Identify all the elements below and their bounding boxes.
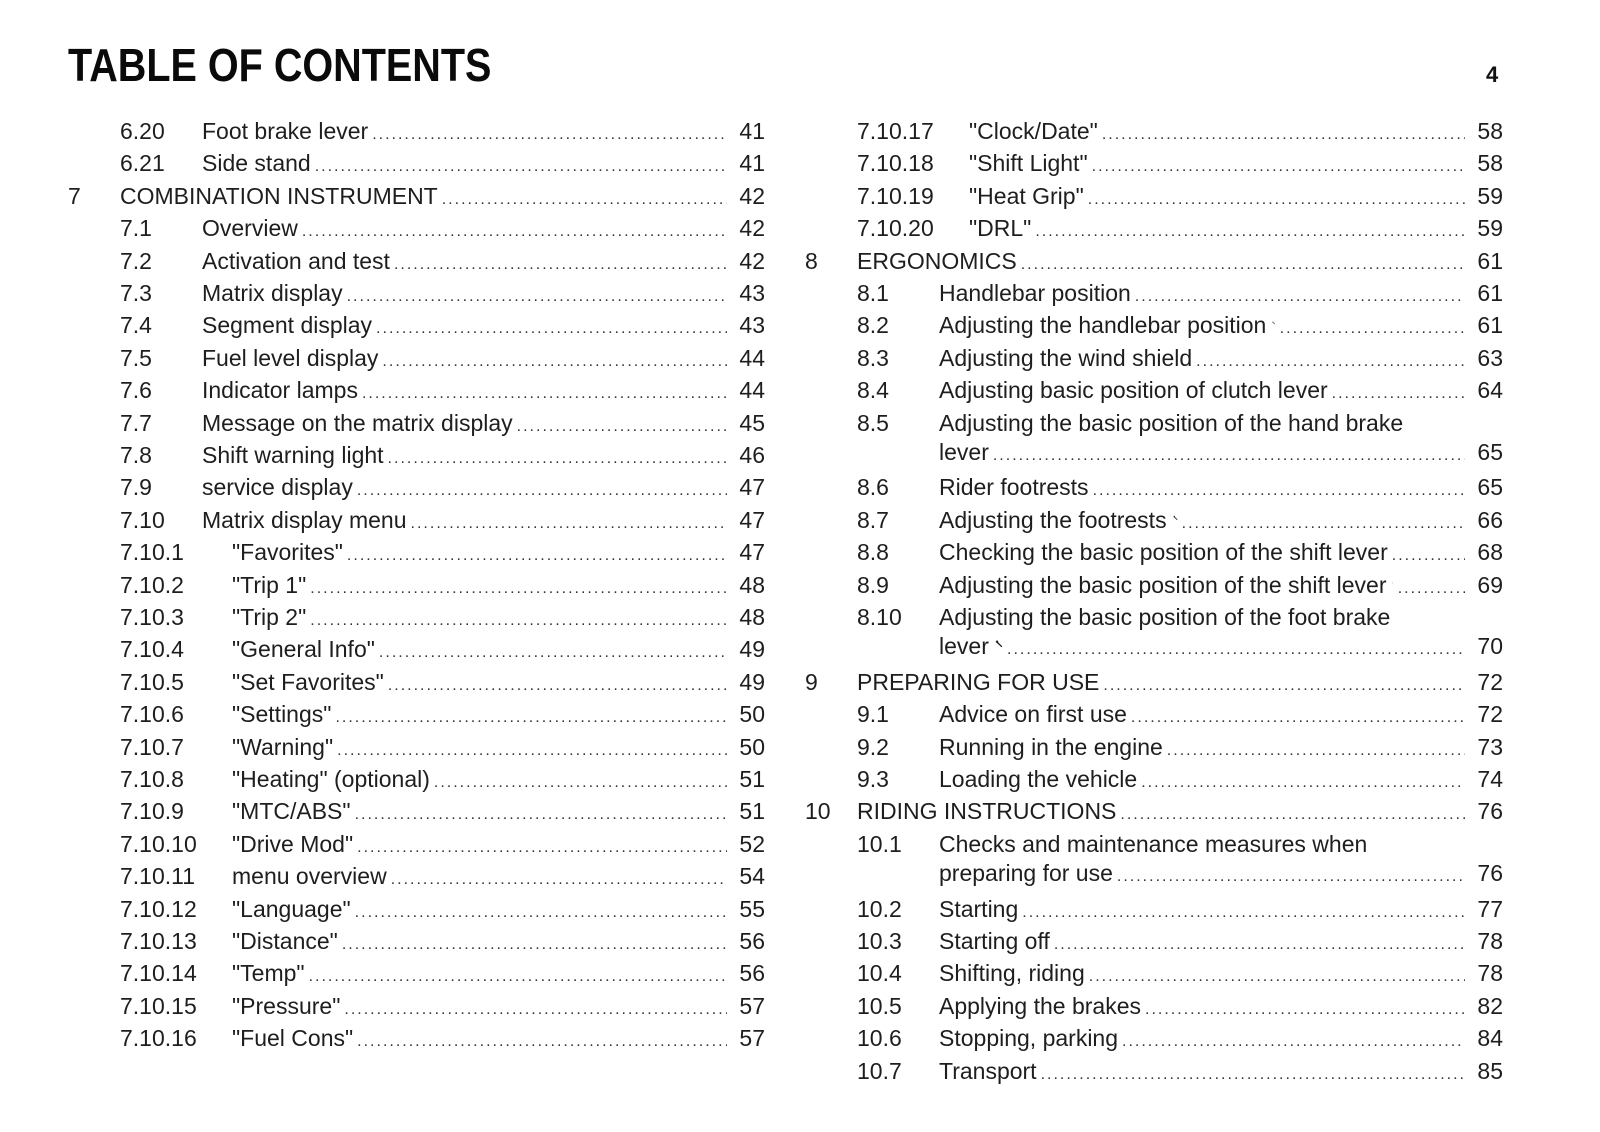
toc-entry-page[interactable]: 78 xyxy=(1477,960,1503,987)
toc-entry-title[interactable]: COMBINATION INSTRUMENT xyxy=(120,182,438,209)
dot-leader xyxy=(1021,249,1465,281)
toc-entry-page[interactable]: 44 xyxy=(739,344,765,371)
toc-entry-title[interactable]: Indicator lamps xyxy=(202,377,358,404)
toc-entry-page[interactable]: 76 xyxy=(1477,798,1503,825)
toc-entry-number: 10.2 xyxy=(857,895,902,922)
toc-entry-number: 7.2 xyxy=(120,247,152,274)
toc-entry-page[interactable]: 69 xyxy=(1477,571,1503,598)
toc-entry[interactable] xyxy=(0,504,1503,536)
dot-leader xyxy=(1035,216,1465,248)
toc-entry-title[interactable]: Shift warning light xyxy=(202,442,384,468)
toc-entry-title[interactable]: "General Info" xyxy=(232,636,375,663)
toc-entry-title[interactable]: Rider footrests xyxy=(939,474,1089,501)
dot-leader xyxy=(1088,184,1465,216)
dot-leader xyxy=(1117,861,1465,893)
dot-leader xyxy=(1135,281,1465,313)
toc-entry-title[interactable]: Adjusting the basic position of the shift lever xyxy=(939,571,1387,598)
toc-entry[interactable] xyxy=(0,342,1503,374)
toc-entry-page[interactable]: 68 xyxy=(1477,539,1503,566)
toc-entry-page[interactable]: 41 xyxy=(739,118,765,144)
toc-entry-page[interactable]: 72 xyxy=(1477,701,1503,728)
dot-leader xyxy=(1089,961,1465,993)
toc-entry-number: 9.3 xyxy=(857,766,889,792)
toc-entry-title[interactable]: "Warning" xyxy=(232,733,334,760)
toc-entry-title[interactable]: Matrix display menu xyxy=(202,506,407,533)
toc-entry-number: 7.10.13 xyxy=(120,928,197,954)
toc-entry[interactable] xyxy=(0,245,1503,277)
toc-entry-page[interactable]: 42 xyxy=(739,247,765,274)
toc-entry[interactable] xyxy=(0,115,1503,147)
toc-entry-page[interactable]: 59 xyxy=(1477,182,1503,209)
toc-entry-number: 8.2 xyxy=(857,312,889,339)
toc-entry-title[interactable]: Adjusting the wind shield xyxy=(939,344,1193,371)
dot-leader xyxy=(1392,540,1465,572)
toc-entry-title[interactable]: "Trip 2" xyxy=(232,604,307,630)
toc-entry-page[interactable]: 56 xyxy=(739,960,765,987)
toc-entry-title[interactable]: "DRL" xyxy=(969,215,1032,242)
toc-entry-page[interactable]: 51 xyxy=(739,766,765,792)
toc-entry-title[interactable]: Activation and test xyxy=(202,247,390,274)
dot-leader xyxy=(1103,670,1465,702)
toc-entry-page[interactable]: 50 xyxy=(739,733,765,760)
toc-entry-page[interactable]: 74 xyxy=(1477,766,1503,792)
toc-entry-title[interactable]: Starting off xyxy=(939,928,1050,954)
toc-entry-title[interactable]: Starting xyxy=(939,895,1019,922)
toc-entry-title[interactable]: RIDING INSTRUCTIONS xyxy=(857,798,1117,825)
toc-entry[interactable] xyxy=(0,828,1503,893)
toc-entry-number: 7.10.2 xyxy=(120,571,184,598)
toc-entry-title[interactable]: PREPARING FOR USE xyxy=(857,668,1100,695)
wrench-icon xyxy=(1392,573,1393,593)
toc-entry-number: 10.3 xyxy=(857,928,902,954)
toc-entry-number: 7.10.5 xyxy=(120,668,184,695)
toc-entry-number: 7.10.12 xyxy=(120,895,197,922)
toc-entry-number: 7.10.3 xyxy=(120,604,184,630)
toc-entry-title[interactable]: "Trip 1" xyxy=(232,571,307,598)
dot-leader xyxy=(1196,346,1465,378)
toc-entry-title[interactable]: Advice on first use xyxy=(939,701,1127,728)
toc-entry-page[interactable]: 49 xyxy=(739,668,765,695)
toc-entry-title[interactable]: Checks and maintenance measures when xyxy=(939,830,1368,857)
toc-entry-title[interactable]: Adjusting basic position of clutch lever xyxy=(939,377,1328,404)
toc-entry-page[interactable]: 55 xyxy=(739,895,765,922)
dot-leader xyxy=(1093,475,1465,507)
toc-entry-number: 10 xyxy=(805,798,831,825)
toc-entry-title[interactable]: Running in the engine xyxy=(939,733,1163,760)
toc-entry-number: 7 xyxy=(68,182,81,209)
toc-entry-page[interactable]: 66 xyxy=(1477,506,1503,533)
wrench-icon xyxy=(1173,508,1178,528)
toc-entry[interactable] xyxy=(0,763,1503,795)
toc-entry-number: 7.10.7 xyxy=(120,733,184,760)
toc-entry-number: 8 xyxy=(805,247,818,274)
toc-entry-number: 7.7 xyxy=(120,409,152,436)
toc-entry-page[interactable]: 43 xyxy=(739,280,765,306)
dot-leader xyxy=(1102,119,1465,151)
toc-entry[interactable] xyxy=(0,277,1503,309)
toc-entry-title[interactable]: service display xyxy=(202,474,353,501)
dot-leader xyxy=(1398,573,1465,605)
toc-entry-title[interactable]: "Heating" (optional) xyxy=(232,766,430,792)
toc-entry-title[interactable]: Segment display xyxy=(202,312,373,339)
toc-entry-title[interactable]: lever xyxy=(939,633,989,660)
toc-entry[interactable] xyxy=(0,990,1503,1022)
toc-entry-number: 7.10.19 xyxy=(857,182,934,209)
dot-leader xyxy=(1131,702,1465,734)
toc-entry-number: 6.21 xyxy=(120,150,165,177)
toc-entry-number: 10.7 xyxy=(857,1057,902,1084)
toc-entry-number: 7.10.18 xyxy=(857,150,934,177)
toc-entry-number: 10.1 xyxy=(857,830,902,857)
toc-entry-page[interactable]: 64 xyxy=(1477,377,1503,404)
toc-entry-title[interactable]: Applying the brakes xyxy=(939,992,1142,1019)
dot-leader xyxy=(1182,508,1465,540)
toc-entry-page[interactable]: 54 xyxy=(739,863,765,890)
toc-entry-title[interactable]: Adjusting the basic position of the foot brake xyxy=(939,604,1391,630)
dot-leader xyxy=(1122,1026,1465,1058)
toc-entry-page[interactable]: 73 xyxy=(1477,733,1503,760)
toc-entry-title[interactable]: preparing for use xyxy=(939,860,1113,887)
toc-entry-page[interactable]: 47 xyxy=(739,506,765,533)
toc-entry-title[interactable]: "Language" xyxy=(232,895,351,922)
toc-entry-number: 8.8 xyxy=(857,539,889,566)
toc-entry[interactable] xyxy=(0,309,1503,341)
toc-entry-page[interactable]: 70 xyxy=(1477,633,1503,660)
toc-entry-number: 8.4 xyxy=(857,377,889,404)
toc-entry-page[interactable]: 56 xyxy=(739,928,765,954)
toc-entry[interactable] xyxy=(0,698,1503,730)
toc-entry-page[interactable]: 61 xyxy=(1477,312,1503,339)
toc-entry-page[interactable]: 48 xyxy=(739,571,765,598)
toc-entry-number: 7.4 xyxy=(120,312,152,339)
toc-entry-page[interactable]: 48 xyxy=(739,604,765,630)
toc-entry-page[interactable]: 58 xyxy=(1477,150,1503,177)
toc-entry-title[interactable]: "Heat Grip" xyxy=(969,182,1084,209)
toc-entry-page[interactable]: 61 xyxy=(1477,280,1503,306)
toc-entry-page[interactable]: 78 xyxy=(1477,928,1503,954)
wrench-icon xyxy=(1272,313,1275,333)
toc-entry-number: 7.10.4 xyxy=(120,636,184,663)
dot-leader xyxy=(1054,929,1465,961)
toc-entry[interactable] xyxy=(0,666,1503,698)
toc-entry-title[interactable]: "Drive Mod" xyxy=(232,830,354,857)
toc-entry-number: 7.10.11 xyxy=(120,863,196,890)
toc-entry-page[interactable]: 47 xyxy=(739,474,765,501)
wrench-icon xyxy=(995,634,1003,654)
toc-entry-title[interactable]: Fuel level display xyxy=(202,344,379,371)
toc-entry-number: 8.7 xyxy=(857,506,889,533)
toc-entry-number: 8.3 xyxy=(857,344,889,371)
toc-entry-number: 7.10.8 xyxy=(120,766,184,792)
toc-entry-title[interactable]: Loading the vehicle xyxy=(939,766,1138,792)
toc-entry-number: 7.6 xyxy=(120,377,152,404)
toc-entry-number: 7.10.10 xyxy=(120,830,197,857)
toc-entry[interactable] xyxy=(0,601,1503,666)
toc-entry-title[interactable]: Adjusting the footrests xyxy=(939,506,1167,533)
toc-entry-number: 7.10.15 xyxy=(120,992,197,1019)
dot-leader xyxy=(1092,151,1465,183)
dot-leader xyxy=(1332,378,1465,410)
toc-entry-number: 10.4 xyxy=(857,960,902,987)
toc-entry-title[interactable]: Handlebar position xyxy=(939,280,1131,306)
toc-entry-page[interactable]: 50 xyxy=(739,701,765,728)
toc-entry-page[interactable]: 58 xyxy=(1477,118,1503,144)
toc-entry-page[interactable]: 76 xyxy=(1477,860,1503,887)
toc-entry[interactable] xyxy=(0,536,1503,568)
dot-leader xyxy=(1007,634,1465,666)
toc-entry[interactable] xyxy=(0,407,1503,472)
toc-entry-title[interactable]: Side stand xyxy=(202,150,311,177)
toc-entry-title[interactable]: "MTC/ABS" xyxy=(232,798,351,825)
page-number: 4 xyxy=(1486,62,1499,87)
toc-entry-page[interactable]: 41 xyxy=(739,150,765,177)
toc-entry[interactable] xyxy=(0,893,1503,925)
toc-entry-title[interactable]: "Distance" xyxy=(232,928,338,954)
toc-entry-title[interactable]: "Shift Light" xyxy=(969,150,1088,177)
toc-entry-number: 7.10.17 xyxy=(857,118,934,144)
toc-entry-page[interactable]: 43 xyxy=(739,312,765,339)
toc-entry-page[interactable]: 42 xyxy=(739,215,765,242)
toc-entry-number: 7.8 xyxy=(120,442,152,468)
toc-entry[interactable] xyxy=(0,731,1503,763)
toc-entry[interactable] xyxy=(0,471,1503,503)
toc-entry-number: 7.10.9 xyxy=(120,798,184,825)
dot-leader xyxy=(993,440,1465,472)
toc-entry-number: 7.9 xyxy=(120,474,152,501)
toc-entry-page[interactable]: 59 xyxy=(1477,215,1503,242)
toc-entry-page[interactable]: 85 xyxy=(1477,1057,1503,1084)
toc-entry-number: 9.2 xyxy=(857,733,889,760)
toc-entry-number: 7.10.20 xyxy=(857,215,934,242)
toc-entry-page[interactable]: 51 xyxy=(739,798,765,825)
toc-entry-number: 7.10.6 xyxy=(120,701,184,728)
toc-entry[interactable] xyxy=(0,795,1503,827)
toc-entry-number: 7.1 xyxy=(120,215,152,242)
toc-entry[interactable] xyxy=(0,569,1503,601)
toc-entry-title[interactable]: "Clock/Date" xyxy=(969,118,1098,144)
toc-entry-number: 6.20 xyxy=(120,118,165,144)
toc-entry-title[interactable]: ERGONOMICS xyxy=(857,247,1017,274)
dot-leader xyxy=(1041,1059,1465,1091)
toc-entry-number: 7.10 xyxy=(120,506,165,533)
toc-entry-page[interactable]: 52 xyxy=(739,830,765,857)
toc-entry-number: 7.5 xyxy=(120,344,152,371)
toc-entry[interactable] xyxy=(0,147,1503,179)
toc-entry-title[interactable]: "Temp" xyxy=(232,960,305,987)
dot-leader xyxy=(1120,799,1465,831)
toc-entry-title[interactable]: Foot brake lever xyxy=(202,118,369,144)
toc-entry-number: 8.5 xyxy=(857,409,889,436)
toc-entry-page[interactable]: 57 xyxy=(739,1025,765,1052)
toc-entry-number: 8.6 xyxy=(857,474,889,501)
toc-entry-number: 10.5 xyxy=(857,992,902,1019)
toc-entry-title[interactable]: "Settings" xyxy=(232,701,332,728)
toc-entry-title[interactable]: "Favorites" xyxy=(232,539,343,566)
dot-leader xyxy=(1022,897,1465,929)
toc-entry-title[interactable]: menu overview xyxy=(232,863,387,890)
toc-entry-number: 7.10.16 xyxy=(120,1025,197,1052)
toc-entry-page[interactable]: 42 xyxy=(739,182,765,209)
toc-entry-number: 8.9 xyxy=(857,571,889,598)
toc-entry-title[interactable]: Checking the basic position of the shift lever xyxy=(939,539,1388,566)
toc-entry-page[interactable]: 47 xyxy=(739,539,765,566)
toc-entry[interactable] xyxy=(0,212,1503,244)
toc-entry-page[interactable]: 61 xyxy=(1477,247,1503,274)
toc-entry[interactable] xyxy=(0,957,1503,989)
dot-leader xyxy=(1167,735,1465,767)
toc-entry-page[interactable]: 65 xyxy=(1477,474,1503,501)
toc-entry-title[interactable]: Overview xyxy=(202,215,298,242)
toc-entry-title[interactable]: Stopping, parking xyxy=(939,1025,1119,1052)
toc-entry-number: 9 xyxy=(805,668,818,695)
toc-entry-number: 7.10.1 xyxy=(120,539,184,566)
toc-entry-page[interactable]: 82 xyxy=(1477,992,1503,1019)
toc-entry-title[interactable]: Transport xyxy=(939,1057,1037,1084)
toc-entry-title[interactable]: "Pressure" xyxy=(232,992,341,1019)
toc-entry[interactable] xyxy=(0,374,1503,406)
toc-entry-page[interactable]: 63 xyxy=(1477,344,1503,371)
toc-entry-title[interactable]: Shifting, riding xyxy=(939,960,1085,987)
toc-entry-page[interactable]: 65 xyxy=(1477,438,1503,465)
toc-entry-number: 7.10.14 xyxy=(120,960,197,987)
toc-entry-title[interactable]: Message on the matrix display xyxy=(202,409,513,436)
toc-entry-page[interactable]: 44 xyxy=(739,377,765,404)
toc-entry[interactable] xyxy=(0,1055,1503,1087)
dot-leader xyxy=(1280,313,1465,345)
toc-entry-page[interactable]: 77 xyxy=(1477,895,1503,922)
toc-entry-page[interactable]: 45 xyxy=(739,409,765,436)
toc-entry-number: 8.10 xyxy=(857,604,902,630)
toc-entry-page[interactable]: 46 xyxy=(739,442,765,468)
toc-entry[interactable] xyxy=(0,925,1503,957)
toc-entry-title[interactable]: "Set Favorites" xyxy=(232,668,384,695)
toc-entry-number: 8.1 xyxy=(857,280,889,306)
toc-entry-title[interactable]: Matrix display xyxy=(202,280,343,306)
dot-leader xyxy=(1141,767,1465,799)
toc-entry-number: 7.3 xyxy=(120,280,152,306)
toc-entry-title[interactable]: lever xyxy=(939,438,989,465)
toc-entry-title[interactable]: "Fuel Cons" xyxy=(232,1025,354,1052)
toc-entry-page[interactable]: 57 xyxy=(739,992,765,1019)
toc-entry[interactable] xyxy=(0,1022,1503,1054)
toc-entry-title[interactable]: Adjusting the basic position of the hand brake xyxy=(939,409,1404,436)
toc-entry-page[interactable]: 84 xyxy=(1477,1025,1503,1052)
toc-entry-page[interactable]: 49 xyxy=(739,636,765,663)
toc-entry-page[interactable]: 72 xyxy=(1477,668,1503,695)
page-title: TABLE OF CONTENTS xyxy=(68,39,492,91)
toc-entry-number: 9.1 xyxy=(857,701,889,728)
dot-leader xyxy=(1145,994,1465,1026)
toc-entry-title[interactable]: Adjusting the handlebar position xyxy=(939,312,1267,339)
toc-entry-number: 10.6 xyxy=(857,1025,902,1052)
toc-entry[interactable] xyxy=(0,180,1503,212)
